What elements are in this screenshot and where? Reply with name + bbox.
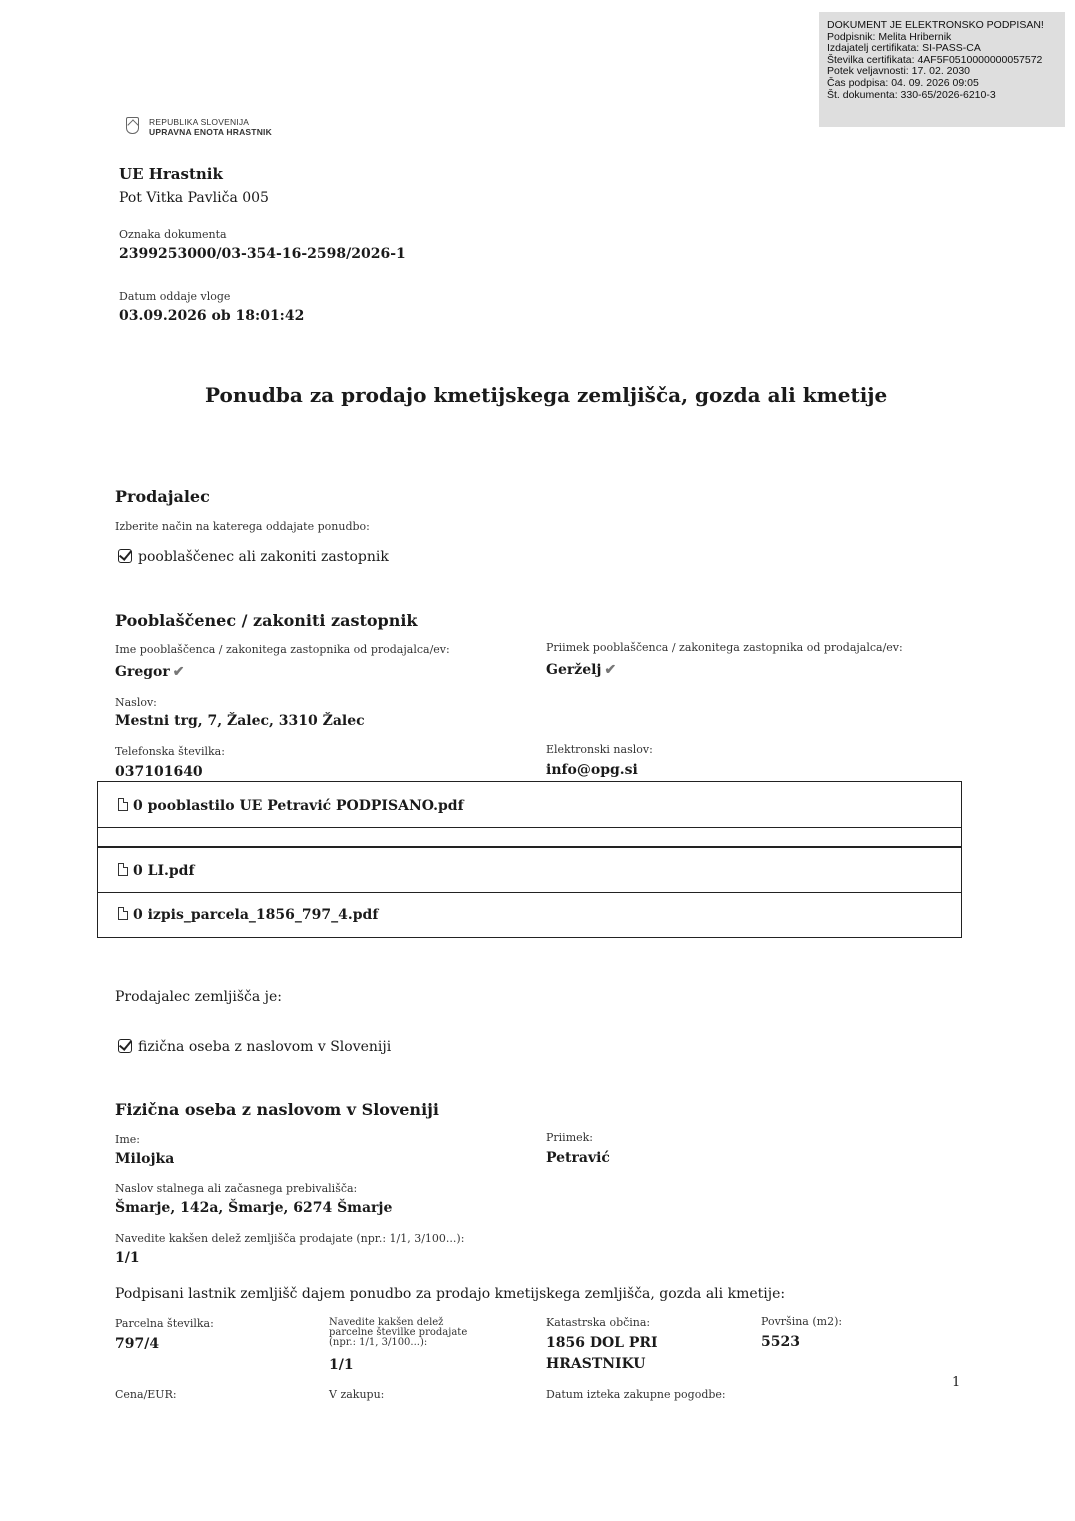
office-name: UE Hrastnik <box>119 165 223 183</box>
owner-type-choice <box>118 1039 391 1055</box>
coat-of-arms-icon <box>126 117 139 134</box>
person-share-label: Navedite kakšen delež zemljišča prodajate (npr.: 1/1, 3/100...): <box>115 1232 465 1245</box>
stamp-line: Izdajatelj certifikata: SI-PASS-CA <box>827 42 981 55</box>
header-logo <box>126 117 272 137</box>
stamp-line: Podpisnik: Melita Hribernik <box>827 30 952 43</box>
cadastral-line-2: HRASTNIKU <box>546 1356 646 1372</box>
stamp-line: DOKUMENT JE ELEKTRONSKO PODPISAN! <box>827 19 1044 31</box>
stamp-line: Številka certifikata: 4AF5F0510000000057572 <box>827 53 1043 66</box>
rep-phone-label: Telefonska številka: <box>115 745 225 758</box>
owner-type-question: Prodajalec zemljišča je: <box>115 989 282 1005</box>
attachments-list <box>97 781 962 938</box>
attachment-row[interactable] <box>98 782 961 828</box>
seller-question: Izberite način na katerega oddajate ponudbo: <box>115 520 370 533</box>
rep-first-name <box>115 664 184 680</box>
logo-line-2: UPRAVNA ENOTA HRASTNIK <box>149 127 272 137</box>
owner-type-choice-label: fizična oseba z naslovom v Sloveniji <box>138 1039 392 1055</box>
rep-first-name-label: Ime pooblaščenca / zakonitega zastopnika od prodajalca/ev: <box>115 643 450 656</box>
rep-address-label: Naslov: <box>115 696 157 709</box>
cadastral-label: Katastrska občina: <box>546 1316 651 1329</box>
seller-choice-label: pooblaščenec ali zakoniti zastopnik <box>138 549 389 565</box>
person-heading: Fizična oseba z naslovom v Sloveniji <box>115 1100 440 1119</box>
office-address: Pot Vitka Pavliča 005 <box>119 190 269 206</box>
rep-last-name-value: Gerželj <box>546 662 602 678</box>
person-last-name: Petravić <box>546 1150 610 1166</box>
verified-check-icon: ✔ <box>604 662 617 678</box>
seller-heading: Prodajalec <box>115 487 210 506</box>
price-label: Cena/EUR: <box>115 1388 177 1401</box>
rep-email-label: Elektronski naslov: <box>546 743 653 756</box>
parcel-number: 797/4 <box>115 1336 160 1352</box>
person-share: 1/1 <box>115 1250 140 1266</box>
rep-phone: 037101640 <box>115 764 203 780</box>
logo-line-1: REPUBLIKA SLOVENIJA <box>149 117 250 127</box>
doc-id-value: 2399253000/03-354-16-2598/2026-1 <box>119 246 406 262</box>
parcel-share: 1/1 <box>329 1357 354 1373</box>
stamp-line: Št. dokumenta: 330-65/2026-6210-3 <box>827 88 996 101</box>
lease-label: V zakupu: <box>329 1388 385 1401</box>
checkbox-checked-icon <box>118 1039 132 1053</box>
rep-email: info@opg.si <box>546 762 638 778</box>
attachment-name[interactable]: 0 LI.pdf <box>133 863 195 879</box>
file-icon <box>118 907 128 920</box>
offer-statement: Podpisani lastnik zemljišč dajem ponudbo za prodajo kmetijskega zemljišča, gozda ali kmetije: <box>115 1286 786 1302</box>
doc-id-label: Oznaka dokumenta <box>119 228 227 241</box>
page-title: Ponudba za prodajo kmetijskega zemljišča, gozda ali kmetije <box>205 383 888 407</box>
attachment-row[interactable] <box>98 848 961 893</box>
rep-address: Mestni trg, 7, Žalec, 3310 Žalec <box>115 713 365 729</box>
submitted-label: Datum oddaje vloge <box>119 290 231 303</box>
checkbox-checked-icon <box>118 549 132 563</box>
attachment-name[interactable]: 0 pooblastilo UE Petravić PODPISANO.pdf <box>133 798 464 814</box>
file-icon <box>118 863 128 876</box>
stamp-line: Potek veljavnosti: 17. 02. 2030 <box>827 65 971 78</box>
person-address: Šmarje, 142a, Šmarje, 6274 Šmarje <box>115 1200 393 1216</box>
person-first-name-label: Ime: <box>115 1133 140 1146</box>
person-address-label: Naslov stalnega ali začasnega prebivališča: <box>115 1182 358 1195</box>
parcel-number-label: Parcelna številka: <box>115 1317 214 1330</box>
verified-check-icon: ✔ <box>172 664 185 680</box>
attachment-name[interactable]: 0 izpis_parcela_1856_797_4.pdf <box>133 907 379 923</box>
rep-first-name-value: Gregor <box>115 664 170 680</box>
submitted-value: 03.09.2026 ob 18:01:42 <box>119 308 305 324</box>
page-number: 1 <box>952 1375 961 1390</box>
signature-stamp <box>819 12 1065 127</box>
stamp-line: Čas podpisa: 04. 09. 2026 09:05 <box>827 76 979 89</box>
area-label: Površina (m2): <box>761 1315 843 1328</box>
rep-last-name <box>546 662 616 678</box>
parcel-share-label: Navedite kakšen delež parcelne številke prodajate (npr.: 1/1, 3/100...): <box>329 1317 468 1348</box>
file-icon <box>118 798 128 811</box>
lease-end-label: Datum izteka zakupne pogodbe: <box>546 1388 726 1401</box>
area-value: 5523 <box>761 1334 800 1350</box>
person-first-name: Milojka <box>115 1151 175 1167</box>
person-last-name-label: Priimek: <box>546 1131 594 1144</box>
seller-choice <box>118 549 389 565</box>
representative-heading: Pooblaščenec / zakoniti zastopnik <box>115 611 418 630</box>
rep-last-name-label: Priimek pooblaščenca / zakonitega zastopnika od prodajalca/ev: <box>546 641 903 654</box>
cadastral-line-1: 1856 DOL PRI <box>546 1335 658 1351</box>
attachment-divider <box>97 846 962 848</box>
attachment-row[interactable] <box>98 892 961 937</box>
